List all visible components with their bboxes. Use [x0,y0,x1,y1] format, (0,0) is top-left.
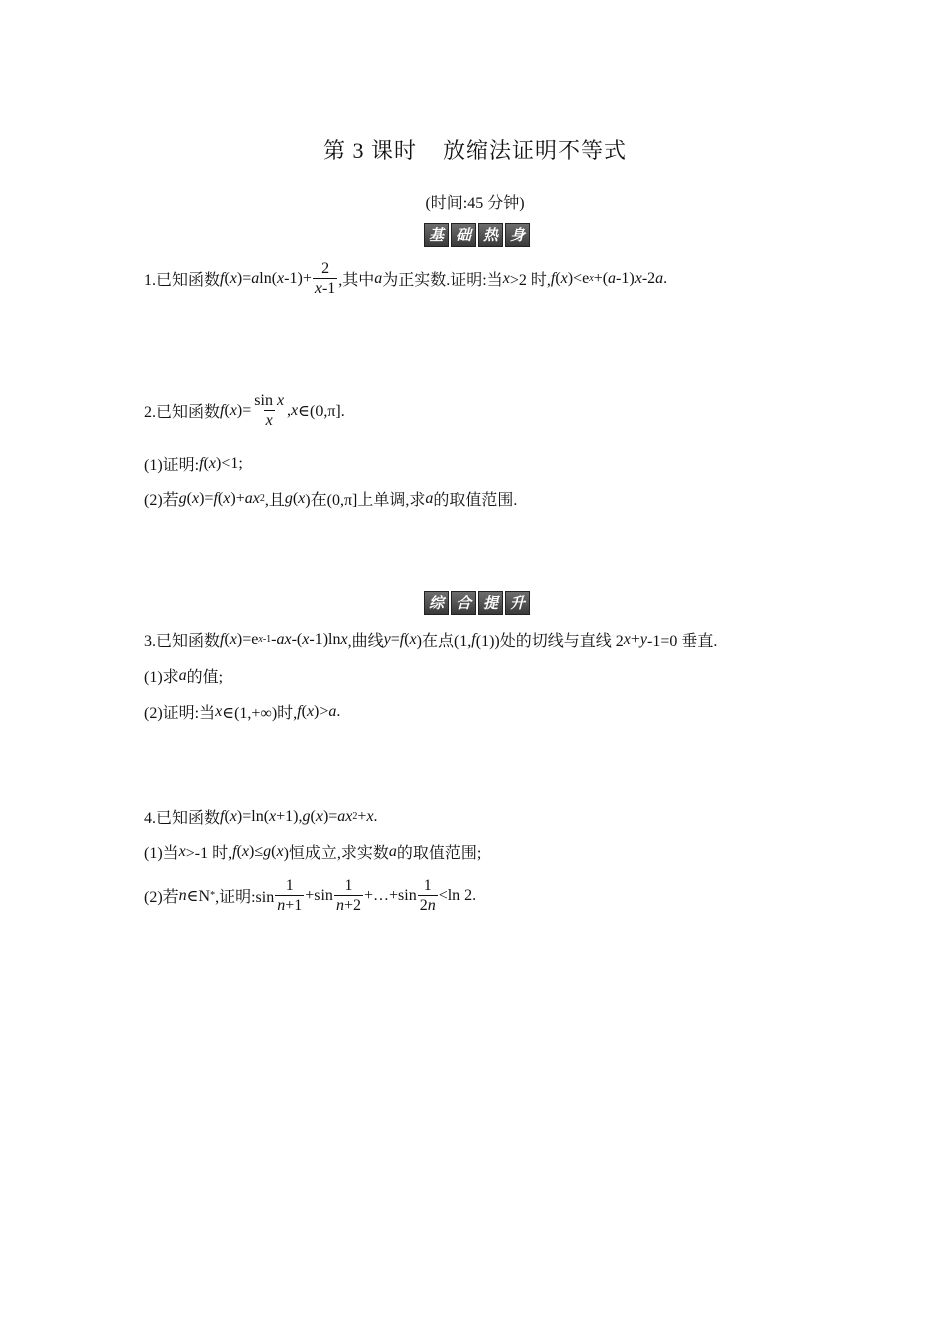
text: )=ln( [236,807,270,825]
math-var: x [306,702,315,720]
text: >-1 时, [185,845,233,862]
math-var: x [265,412,273,429]
text: = [390,630,400,648]
math-var: x [589,272,594,284]
text: ( [203,454,209,472]
text: ,曲线 [347,633,384,650]
math-var: g [302,807,311,825]
text: +sin [305,886,333,904]
fraction-denominator [418,895,438,915]
badge-char: 综 [424,591,449,615]
math-var: x [315,807,323,825]
math-var: f [471,630,476,648]
text: )> [314,702,329,720]
fraction-numerator: 1 [285,877,294,894]
text: )= [236,401,252,419]
text: - [271,630,277,648]
problem-2-part-1 [144,452,243,475]
math-var: x [291,401,299,419]
math-var: a [425,489,434,507]
text: ( [224,269,230,287]
text: -1 [262,633,272,645]
text: +1), [276,807,303,825]
text: -( [291,630,303,648]
math-var: x [560,269,568,287]
math-var: x [241,842,250,860]
math-var: a [388,842,397,860]
text: ( [271,842,277,860]
text: ( [217,489,224,507]
text: )=e [236,630,259,648]
problem-1 [144,259,667,298]
text: )= [199,489,214,507]
fraction [252,391,286,430]
text: -1 [321,280,336,297]
text: ∈N [186,887,211,905]
math-var: f [297,702,302,720]
math-var: x [276,392,285,409]
math-var: f [220,807,225,825]
math-var: g [178,489,187,507]
math-var: x [269,807,277,825]
fraction [313,259,337,298]
math-var: x [276,842,284,860]
text: )恒成立,求实数 [283,845,389,862]
math-var: x [302,630,310,648]
text: ( [186,489,192,507]
text: ,其中 [338,272,375,289]
text: )≤ [249,842,264,860]
problem-4-part-2: (2)若 n ∈N * ,证明:sin $\frac{1}{n+1}$ +sin $\frac{1}{n+2}$ +…+sin $\frac{1}{2n}$ <ln 2. [144,877,477,914]
text: ,证明:sin [215,889,275,906]
text: 的值; [186,669,224,686]
math-var: f [213,489,218,507]
text: ∈(0,π]. [298,402,345,420]
text: -1) [616,269,635,287]
text: (1)求 [144,669,179,686]
text: sin [254,392,277,409]
text: 的取值范围. [433,492,518,509]
badge-char: 础 [451,223,476,247]
text: )在点(1, [416,633,472,650]
text: +2 [343,897,361,914]
problem-2-part-2: (2)若 g ( x )= f ( x )+ ax 2 ,且 g ( x )在(0,π]上单调,求 a 的取值范围. [144,487,517,510]
text: ( [236,842,242,860]
text: )在(0,π]上单调,求 [305,492,426,509]
text: , [287,401,292,419]
text: 3.已知函数 [144,633,221,650]
text: 为正实数.证明:当 [382,272,503,289]
math-var: x [340,630,348,648]
math-var: x [298,489,306,507]
text: ( [310,807,316,825]
text: ( [301,702,307,720]
fraction-numerator: 1 [344,877,353,894]
math-var: a [328,702,337,720]
math-var: x [277,269,285,287]
text: 2 [419,897,428,914]
text: . [373,807,378,825]
text: ( [224,630,230,648]
math-var: y [639,630,647,648]
text: )<1; [216,454,243,472]
text: (2)若 [144,889,179,906]
text: )= [322,807,338,825]
math-var: f [199,454,204,472]
math-var: x [192,489,200,507]
text: . [336,702,341,720]
text: )+ [230,489,245,507]
text: -1)ln [309,630,341,648]
math-var: x [634,269,642,287]
math-var: x [409,630,417,648]
math-var: x [215,702,223,720]
math-var: x [623,630,631,648]
fraction-denominator [264,410,275,430]
text: ,且 [264,492,285,509]
badge-char: 提 [478,591,503,615]
time-note: (时间:45 分钟) [425,195,525,212]
fraction [275,876,304,915]
math-var: x [229,401,237,419]
math-var: f [550,269,556,287]
math-var: a [655,269,664,287]
text: -1=0 垂直. [647,633,718,650]
text: (2)若 [144,492,179,509]
fraction-denominator [275,895,304,915]
math-var: n [178,886,187,904]
badge-char: 基 [424,223,449,247]
problem-3 [144,628,717,651]
badge-char: 升 [505,591,530,615]
math-var: x [229,269,237,287]
math-var: n [335,897,344,914]
badge-char: 热 [478,223,503,247]
text: 1.已知函数 [144,272,221,289]
math-var: x [229,807,237,825]
text: +…+sin [363,886,417,904]
math-var: a [374,269,383,287]
math-var: g [284,489,293,507]
text: )<e [567,269,590,287]
math-var: a [251,269,260,287]
math-var: ax [244,489,260,507]
text: (1)证明: [144,457,200,474]
badge-char: 合 [451,591,476,615]
math-var: x [208,454,216,472]
problem-3-part-2 [144,700,340,723]
text: 的取值范围; [396,845,482,862]
text: -2 [641,269,656,287]
fraction-denominator [313,278,337,298]
text: >2 时, [509,272,551,289]
fraction-numerator [252,391,286,410]
text: )= [236,269,252,287]
problem-4: 4.已知函数 f ( x )=ln( x +1), g ( x )= ax 2 + x . [144,805,378,828]
fraction [334,876,363,915]
page-title: 第 3 课时 放缩法证明不等式 [322,138,627,163]
text: <ln 2. [438,886,477,904]
text: ( [404,630,410,648]
math-var: f [220,269,225,287]
text: ( [292,489,299,507]
text: (1))处的切线与直线 2 [475,633,624,650]
math-var: x [223,489,231,507]
text: ( [555,269,561,287]
math-var: y [383,630,391,648]
text: ∈(1,+∞)时, [222,705,298,722]
badge-char: 身 [505,223,530,247]
text: 4.已知函数 [144,810,221,827]
text: ( [224,401,230,419]
math-var: x [229,630,237,648]
section-badge-advanced [424,591,530,613]
text: +1 [285,897,303,914]
math-var: ax [337,807,353,825]
problem-2 [144,391,345,430]
text: + [357,807,367,825]
math-var: x [178,842,186,860]
math-var: n [277,897,286,914]
section-badge-basic [424,223,530,245]
math-var: a [178,666,187,684]
math-var: f [232,842,237,860]
text: (2)证明:当 [144,705,216,722]
problem-4-part-1 [144,840,481,863]
math-var: x [502,269,510,287]
math-var: a [608,269,617,287]
fraction-denominator [334,895,363,915]
math-var: ax [276,630,292,648]
text: (1)当 [144,845,179,862]
text: ln( [259,269,278,287]
math-var: x [258,633,263,645]
math-var: n [427,897,436,914]
math-var: f [399,630,405,648]
fraction-numerator: 2 [321,260,330,277]
problem-3-part-1 [144,664,223,687]
text: 2.已知函数 [144,404,221,421]
text: ( [224,807,230,825]
math-var: f [220,630,225,648]
text: + [630,630,640,648]
text: . [663,269,668,287]
math-var: x [314,280,322,297]
math-var: g [263,842,272,860]
fraction [418,876,438,915]
math-var: x [366,807,374,825]
math-var: f [220,401,225,419]
text: +( [593,269,609,287]
fraction-numerator: 1 [423,877,432,894]
text: -1)+ [284,269,312,287]
